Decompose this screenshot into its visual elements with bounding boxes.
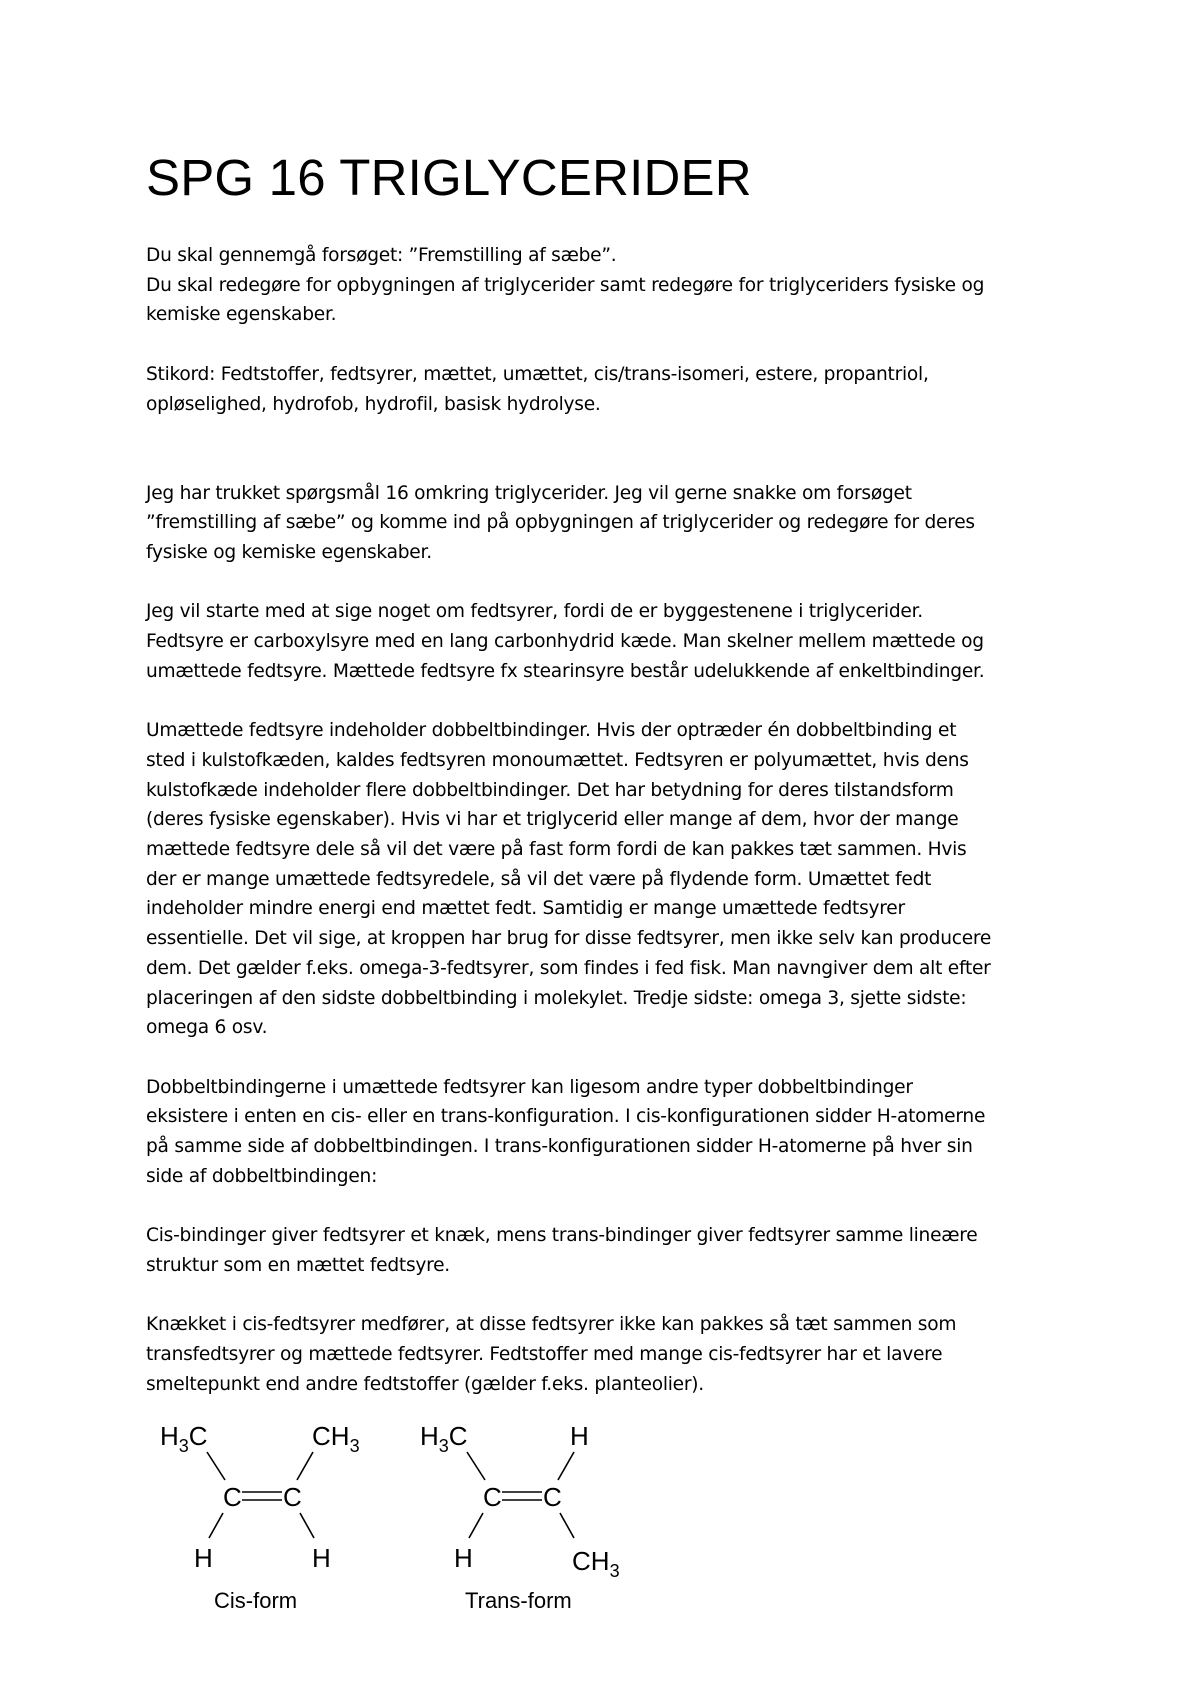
text-line: kemiske egenskaber. (146, 304, 337, 326)
text-line: Knækket i cis-fedtsyrer medfører, at disse fedtsyrer ikke kan pakkes så tæt sammen som (146, 1314, 957, 1336)
paragraph-melting-point (146, 1310, 1076, 1399)
text-line: indeholder mindre energi end mættet fedt. Samtidig er mange umættede fedtsyrer (146, 898, 905, 920)
text-line: Dobbeltbindingerne i umættede fedtsyrer kan ligesom andre typer dobbeltbindinger (146, 1076, 913, 1098)
bond (560, 1513, 574, 1538)
text-line: Stikord: Fedtstoffer, fedtsyrer, mættet, umættet, cis/trans-isomeri, estere, propantriol, (146, 363, 929, 385)
text-line: side af dobbeltbindingen: (146, 1165, 378, 1187)
text-line: transfedtsyrer og mættede fedtsyrer. Fedtstoffer med mange cis-fedtsyrer har et lavere (146, 1343, 943, 1365)
text-line: Fedtsyre er carboxylsyre med en lang carbonhydrid kæde. Man skelner mellem mættede og (146, 631, 984, 653)
document-title: SPG 16 TRIGLYCERIDER (146, 149, 752, 206)
cis-carbon-right: C (283, 1482, 302, 1512)
trans-caption: Trans-form (465, 1588, 572, 1610)
cis-trans-figure (150, 1410, 650, 1610)
paragraph-fatty-acids (146, 597, 1076, 686)
text-line: Umættede fedtsyre indeholder dobbeltbindinger. Hvis der optræder én dobbeltbinding et (146, 720, 957, 742)
text-line: kulstofkæde indeholder flere dobbeltbindinger. Det har betydning for deres tilstandsform (146, 779, 954, 801)
text-line: Jeg har trukket spørgsmål 16 omkring triglycerider. Jeg vil gerne snakke om forsøget (146, 482, 912, 504)
text-line: dem. Det gælder f.eks. omega-3-fedtsyrer, som findes i fed fisk. Man navngiver dem alt efter (146, 957, 991, 979)
trans-carbon-left: C (483, 1482, 502, 1512)
text-line: struktur som en mættet fedtsyre. (146, 1254, 450, 1276)
text-line: der er mange umættede fedtsyredele, så vil det være på flydende form. Umættet fedt (146, 868, 932, 890)
bond (297, 1452, 313, 1480)
document-body (146, 241, 1076, 1429)
paragraph-unsaturated (146, 716, 1076, 1043)
text-line: ”fremstilling af sæbe” og komme ind på opbygningen af triglycerider og redegøre for deres (146, 512, 975, 534)
cis-methyl-top-right: $CH_3$ (312, 1421, 360, 1456)
paragraph-keywords (146, 360, 1076, 419)
text-line: Du skal redegøre for opbygningen af triglycerider samt redegøre for triglyceriders fysiske og (146, 274, 985, 296)
trans-carbon-right: C (543, 1482, 562, 1512)
text-line: placeringen af den sidste dobbeltbinding i molekylet. Tredje sidste: omega 3, sjette sidste: (146, 987, 967, 1009)
bond (300, 1513, 314, 1538)
text-line: mættede fedtsyre dele så vil det være på fast form fordi de kan pakkes tæt sammen. Hvis (146, 839, 967, 860)
text-line: smeltepunkt end andre fedtstoffer (gælder f.eks. planteolier). (146, 1373, 704, 1395)
bond (209, 1513, 223, 1538)
cis-hydrogen-bottom-right: H (312, 1543, 331, 1573)
text-line: (deres fysiske egenskaber). Hvis vi har et triglycerid eller mange af dem, hvor der mange (146, 809, 959, 831)
trans-hydrogen-top-right: H (570, 1421, 589, 1451)
cis-structure (160, 1421, 360, 1610)
cis-caption: Cis-form (214, 1588, 298, 1610)
text-line: Du skal gennemgå forsøget: ”Fremstilling af sæbe”. (146, 245, 617, 266)
text-line: eksistere i enten en cis- eller en trans-konfiguration. I cis-konfigurationen sidder H-atomerne (146, 1106, 986, 1128)
text-line: sted i kulstofkæden, kaldes fedtsyren monoumættet. Fedtsyren er polyumættet, hvis dens (146, 749, 969, 771)
cis-carbon-left: C (223, 1482, 242, 1512)
text-line: umættede fedtsyre. Mættede fedtsyre fx stearinsyre består udelukkende af enkeltbindinger. (146, 660, 985, 682)
text-line: fysiske og kemiske egenskaber. (146, 542, 432, 563)
text-line: Cis-bindinger giver fedtsyrer et knæk, mens trans-bindinger giver fedtsyrer samme lineære (146, 1225, 978, 1247)
paragraph-cis-trans (146, 1073, 1076, 1192)
text-line: omega 6 osv. (146, 1017, 268, 1039)
paragraph-task (146, 241, 1076, 330)
cis-hydrogen-bottom-left: H (194, 1543, 213, 1573)
bond (558, 1452, 574, 1480)
trans-hydrogen-bottom-left: H (454, 1543, 473, 1573)
trans-methyl-bottom-right: $CH_3$ (572, 1546, 620, 1581)
trans-structure (420, 1421, 620, 1610)
paragraph-intro (146, 479, 1076, 568)
text-line: essentielle. Det vil sige, at kroppen har brug for disse fedtsyrer, men ikke selv kan producere (146, 928, 992, 950)
text-line: opløselighed, hydrofob, hydrofil, basisk hydrolyse. (146, 393, 601, 415)
text-line: på samme side af dobbeltbindingen. I trans-konfigurationen sidder H-atomerne på hver sin (146, 1136, 973, 1158)
bond (469, 1513, 483, 1538)
trans-methyl-top-left: $H_3C$ (420, 1421, 468, 1456)
text-line: Jeg vil starte med at sige noget om fedtsyrer, fordi de er byggestenene i triglycerider. (146, 601, 923, 623)
cis-methyl-top-left: $H_3C$ (160, 1421, 208, 1456)
paragraph-kink (146, 1221, 1076, 1280)
bond (467, 1452, 485, 1480)
bond (207, 1452, 225, 1480)
